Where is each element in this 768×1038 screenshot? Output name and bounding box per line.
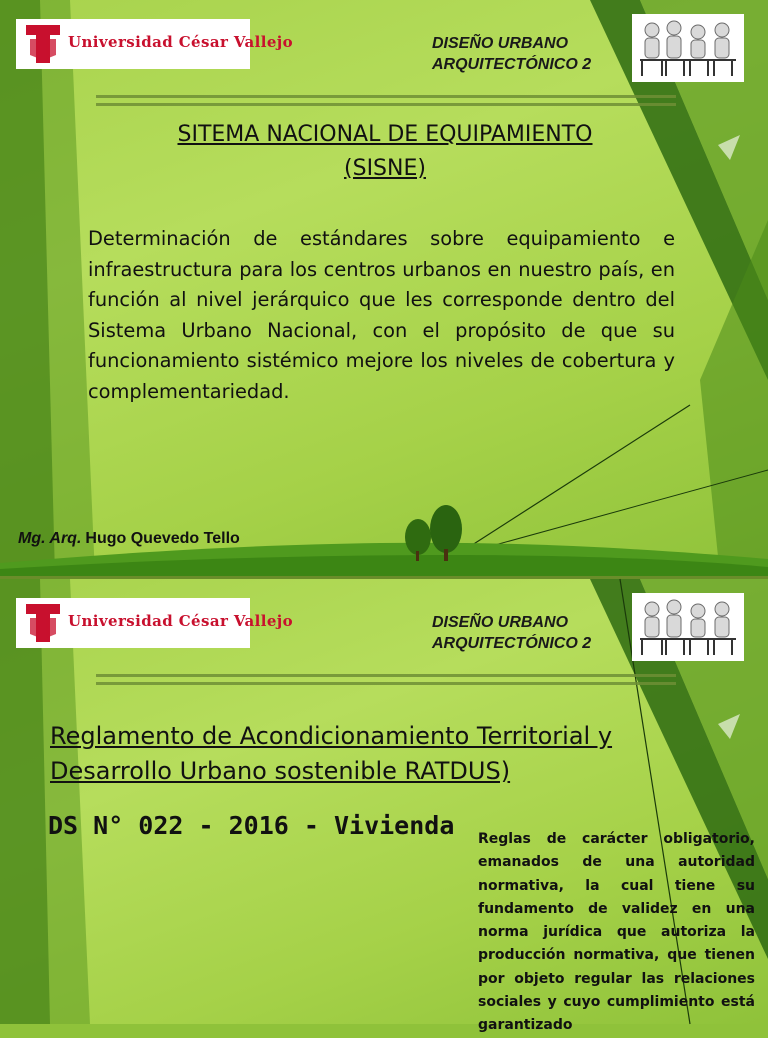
title-line-1: Reglamento de Acondicionamiento Territorial y xyxy=(50,722,613,750)
course-title xyxy=(432,33,591,75)
slide-2 xyxy=(0,579,768,1034)
title-line-2: Desarrollo Urbano sostenible RATDUS) xyxy=(50,757,511,785)
slide-title xyxy=(50,719,750,789)
university-logo xyxy=(16,598,294,648)
slide-body-text: Reglas de carácter obligatorio, emanados de una autoridad normativa, la cual tiene su fundamento de validez en una norma jurídica que autoriza la producción normativa, que tienen por objeto regular las relaciones sociales y cuyo cumplimiento está garantizado xyxy=(478,831,755,1034)
slide-body-text: Determinación de estándares sobre equipamiento e infraestructura para los centros urbanos en nuestro país, en función al nivel jerárquico que les corresponde dentro del Sistema Urbano Nacional, con el propósito de que su funcionamiento sistémico mejore los niveles de cobertura y complementariedad. xyxy=(88,227,675,403)
course-title xyxy=(432,612,591,654)
slide-title xyxy=(100,118,670,186)
course-line-1: DISEÑO URBANO xyxy=(432,614,569,631)
author-credit xyxy=(18,530,240,548)
author-title: Mg. Arq. xyxy=(18,530,82,547)
team-meeting-illustration-icon xyxy=(632,593,744,661)
course-line-2: ARQUITECTÓNICO 2 xyxy=(432,635,592,652)
title-line-2: (SISNE) xyxy=(344,156,426,181)
header-divider xyxy=(96,674,676,690)
course-line-1: DISEÑO URBANO xyxy=(432,35,569,52)
team-meeting-illustration-icon xyxy=(632,14,744,82)
university-name: Universidad César Vallejo xyxy=(68,33,294,51)
course-line-2: ARQUITECTÓNICO 2 xyxy=(432,56,592,73)
ucv-emblem-icon xyxy=(26,25,60,63)
author-name: Hugo Quevedo Tello xyxy=(85,530,240,547)
header-divider xyxy=(96,95,676,111)
title-line-1: SITEMA NACIONAL DE EQUIPAMIENTO xyxy=(177,122,593,147)
decree-number: DS N° 022 - 2016 - Vivienda xyxy=(48,811,455,840)
ucv-emblem-icon xyxy=(26,604,60,642)
university-logo xyxy=(16,19,294,69)
university-name: Universidad César Vallejo xyxy=(68,612,294,630)
